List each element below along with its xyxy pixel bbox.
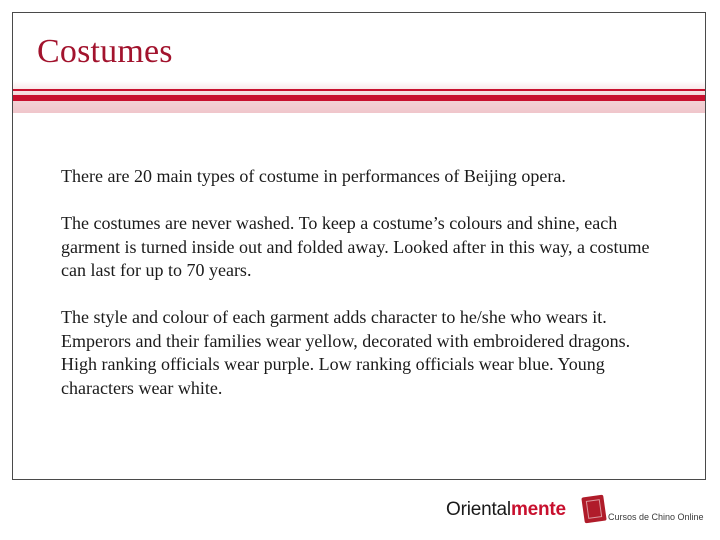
brand-tagline: Cursos de Chino Online bbox=[608, 512, 704, 522]
title-rule-thin bbox=[13, 89, 705, 91]
brand-name-light: Oriental bbox=[446, 499, 511, 520]
slide-body bbox=[61, 165, 661, 424]
brand-logo bbox=[446, 499, 566, 521]
paragraph-1: There are 20 main types of costume in performances of Beijing opera. bbox=[61, 166, 566, 186]
brand-name-bold: mente bbox=[510, 499, 566, 520]
title-rule-thick bbox=[13, 95, 705, 101]
slide-title: Costumes bbox=[37, 33, 173, 70]
paragraph-3: The style and colour of each garment adds character to he/she who wears it. Emperors and their families wear yellow, decorated with embroidered dragons. High ranking officials wear purple. Low ranking officials wear blue. Young characters wear white. bbox=[61, 307, 631, 398]
paragraph-2: The costumes are never washed. To keep a costume’s colours and shine, each garment is turned inside out and folded away. Looked after in this way, a costume can last for up to 70 years. bbox=[61, 213, 650, 280]
seal-icon bbox=[581, 495, 606, 524]
slide-frame bbox=[12, 12, 706, 480]
